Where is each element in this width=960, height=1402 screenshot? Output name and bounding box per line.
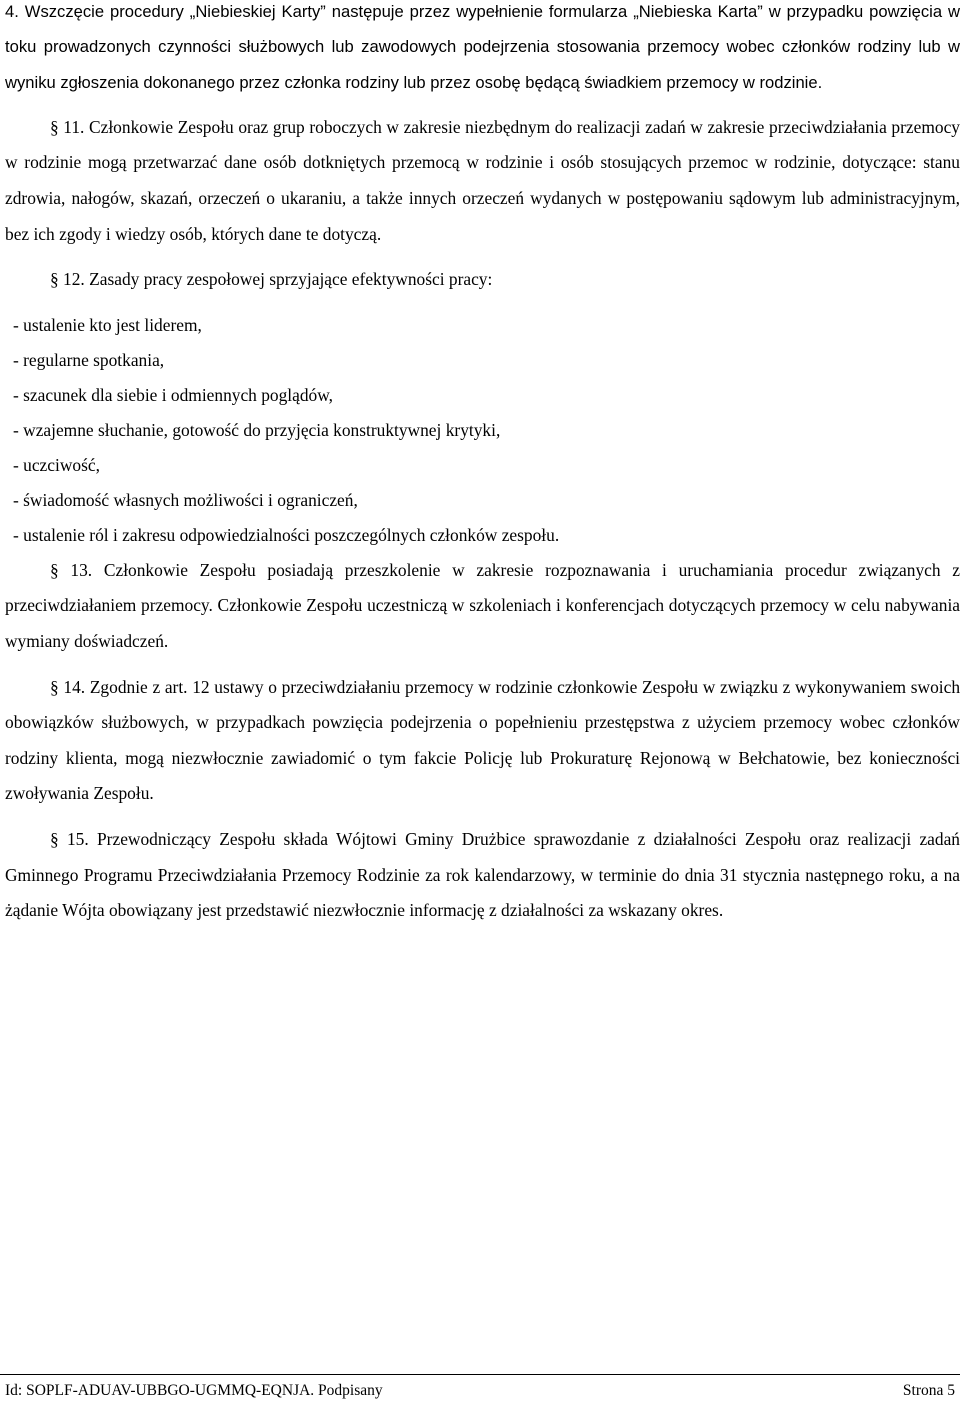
page-footer <box>5 1381 955 1401</box>
list-item: - szacunek dla siebie i odmiennych poglądów, <box>13 384 334 405</box>
list-item: - świadomość własnych możliwości i ograniczeń, <box>13 489 358 510</box>
section-12-list <box>13 308 960 553</box>
footer-divider <box>0 1374 960 1375</box>
section-11-text: Członkowie Zespołu oraz grup roboczych w zakresie niezbędnym do realizacji zadań w zakresie przeciwdziałania przemocy w rodzinie mogą przetwarzać dane osób dotkniętych przemocą w rodzinie i osób stosujących przemoc w rodzinie, dotyczące: stanu zdrowia, nałogów, skazań, orzeczeń o ukaraniu, a także innych orzeczeń wydanych w postępowaniu sądowym lub administracyjnym, bez ich zgody i wiedzy osób, których dane te dotyczą. <box>5 116 960 244</box>
section-11-number: § 11. <box>50 116 85 137</box>
section-14-text: Zgodnie z art. 12 ustawy o przeciwdziałaniu przemocy w rodzinie członkowie Zespołu w związku z wykonywaniem swoich obowiązków służbowych, w przypadkach powzięcia podejrzenia o popełnieniu przestępstwa z użyciem przemocy wobec członków rodziny klienta, mogą niezwłocznie zawiadomić o tym fakcie Policję lub Prokuraturę Rejonową w Bełchatowie, bez konieczności zwoływania Zespołu. <box>5 676 960 804</box>
section-14 <box>5 670 960 812</box>
list-item: - regularne spotkania, <box>13 349 165 370</box>
list-item: - uczciwość, <box>13 454 100 475</box>
section-13-number: § 13. <box>50 559 93 580</box>
section-13 <box>5 553 960 660</box>
section-15-number: § 15. <box>50 829 89 850</box>
footer-page-number: Strona 5 <box>902 1382 955 1399</box>
section-12 <box>5 262 960 298</box>
list-item: - ustalenie ról i zakresu odpowiedzialności poszczególnych członków zespołu. <box>13 524 560 545</box>
section-14-number: § 14. <box>50 676 86 697</box>
footer-document-id: Id: SOPLF-ADUAV-UBBGO-UGMMQ-EQNJA. Podpisany <box>5 1382 383 1399</box>
list-item: - wzajemne słuchanie, gotowość do przyjęcia konstruktywnej krytyki, <box>13 419 501 440</box>
paragraph-4: 4. Wszczęcie procedury „Niebieskiej Karty” następuje przez wypełnienie formularza „Niebieska Karta” w przypadku powzięcia w toku prowadzonych czynności służbowych lub zawodowych podejrzenia stosowania przemocy wobec członków rodziny lub w wyniku zgłoszenia dokonanego przez członka rodziny lub przez osobę będącą świadkiem przemocy w rodzinie. <box>5 2 960 92</box>
section-15 <box>5 822 960 929</box>
section-12-number: § 12. <box>50 269 85 290</box>
section-15-text: Przewodniczący Zespołu składa Wójtowi Gminy Drużbice sprawozdanie z działalności Zespołu oraz realizacji zadań Gminnego Programu Przeciwdziałania Przemocy Rodzinie za rok kalendarzowy, w terminie do dnia 31 stycznia następnego roku, a na żądanie Wójta obowiązany jest przedstawić niezwłocznie informację z działalności za wskazany okres. <box>5 829 960 921</box>
section-13-text: Członkowie Zespołu posiadają przeszkolenie w zakresie rozpoznawania i uruchamiania procedur związanych z przeciwdziałaniem przemocy. Członkowie Zespołu uczestniczą w szkoleniach i konferencjach dotyczących przemocy w celu nabywania wymiany doświadczeń. <box>5 559 960 652</box>
section-12-text: Zasady pracy zespołowej sprzyjające efektywności pracy: <box>89 269 493 290</box>
list-item: - ustalenie kto jest liderem, <box>13 314 202 335</box>
section-11 <box>5 110 960 252</box>
document-page <box>5 0 960 929</box>
